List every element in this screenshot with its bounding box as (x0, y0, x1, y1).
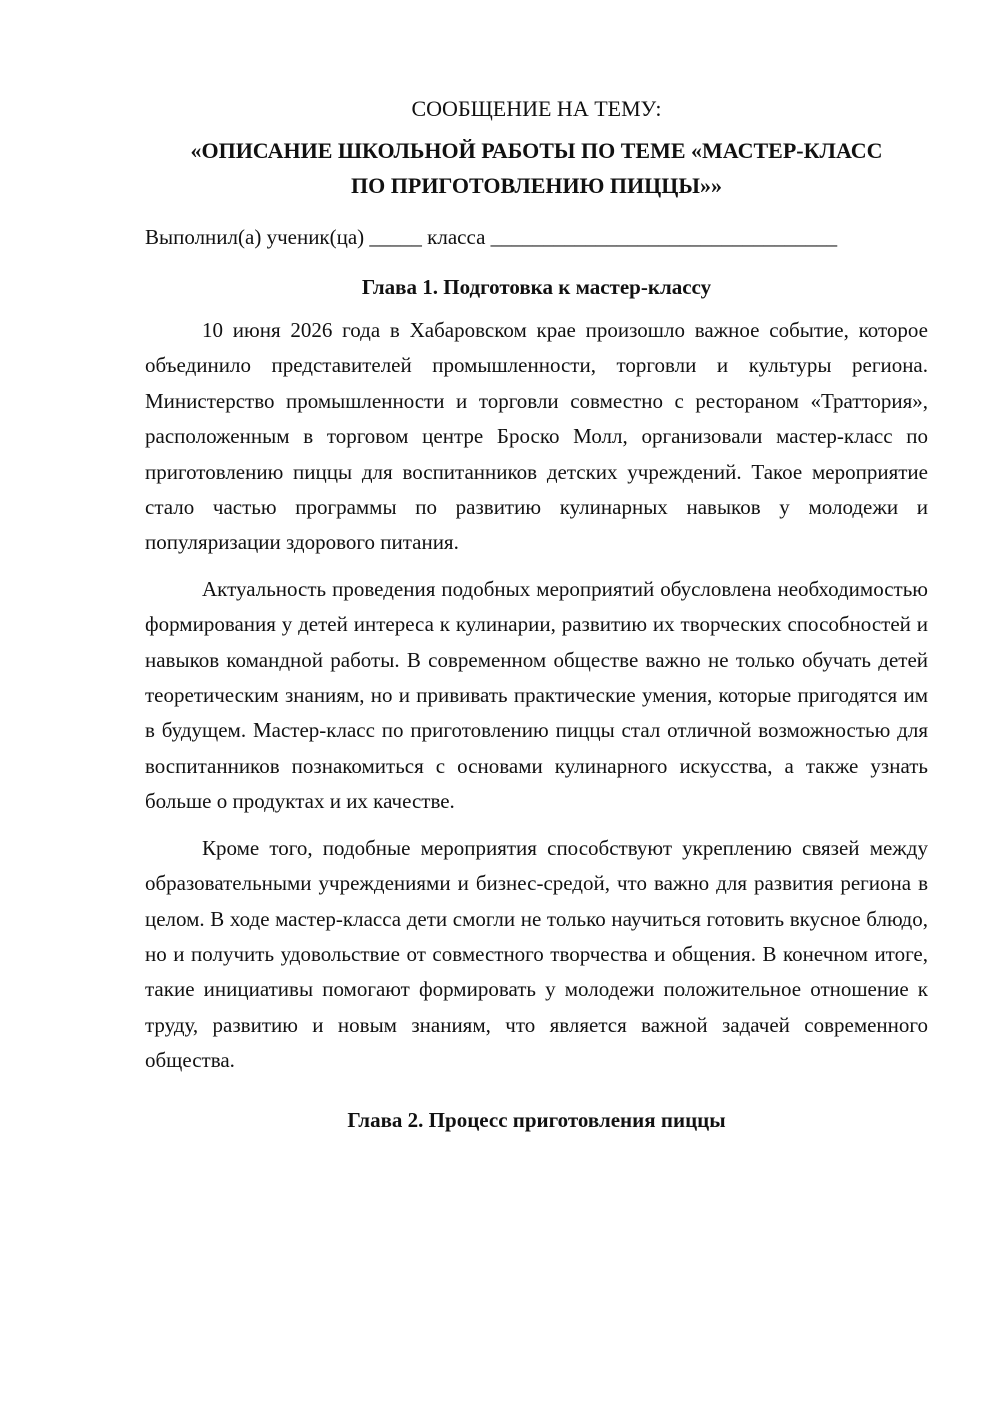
report-label: СООБЩЕНИЕ НА ТЕМУ: (411, 96, 662, 121)
chapter-1-paragraph-3: Кроме того, подобные мероприятия способствуют укреплению связей между образовательными учреждениями и бизнес-средой, что важно для развития региона в целом. В ходе мастер-класса дети смогли не только научиться готовить вкусное блюдо, но и получить удовольствие от совместного творчества и общения. В конечном итоге, такие инициативы помогают формировать у молодежи положительное отношение к труду, развитию и новым знаниям, что является важной задачей современного общества. (145, 835, 928, 1073)
author-line: Выполнил(а) ученик(ца) _____ класса _________________________________ (145, 225, 838, 249)
chapter-1-paragraph-2: Актуальность проведения подобных мероприятий обусловлена необходимостью формирования у детей интереса к кулинарии, развитию их творческих способностей и навыков командной работы. В современном обществе важно не только обучать детей теоретическим знаниям, но и прививать практические умения, которые пригодятся им в будущем. Мастер-класс по приготовлению пиццы стал отличной возможностью для воспитанников познакомиться с основами кулинарного искусства, а также узнать больше о продуктах и их качестве. (145, 576, 928, 814)
report-title-line-1: «ОПИСАНИЕ ШКОЛЬНОЙ РАБОТЫ ПО ТЕМЕ «МАСТЕР-КЛАСС (190, 138, 883, 163)
chapter-2-title: Глава 2. Процесс приготовления пиццы (347, 1107, 726, 1132)
chapter-1-title: Глава 1. Подготовка к мастер-классу (361, 275, 712, 299)
report-title-line-2: ПО ПРИГОТОВЛЕНИЮ ПИЦЦЫ»» (351, 173, 722, 198)
page-content (145, 92, 928, 1135)
chapter-1-paragraph-1: 10 июня 2026 года в Хабаровском крае произошло важное событие, которое объединило представителей промышленности, торговли и культуры региона. Министерство промышленности и торговли совместно с рестораном «Траттория», расположенным в торговом центре Броско Молл, организовали мастер-класс по приготовлению пиццы для воспитанников детских учреждений. Такое мероприятие стало частью программы по развитию кулинарных навыков у молодежи и популяризации здорового питания. (145, 318, 928, 555)
